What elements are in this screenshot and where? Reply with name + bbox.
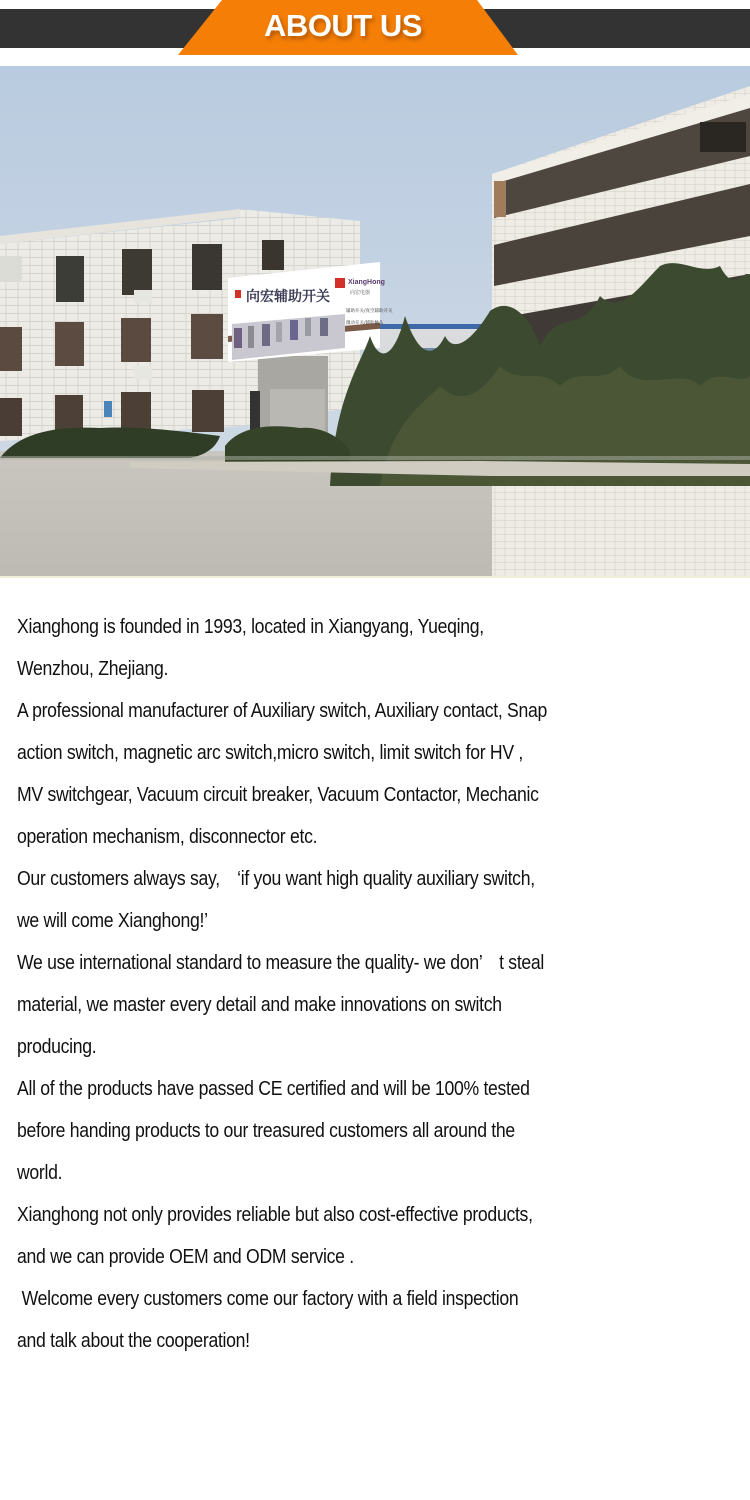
billboard-brand-cn: 向宏电器 (350, 290, 371, 296)
text-line: and talk about the cooperation! (17, 1329, 250, 1352)
text-line: Xianghong is founded in 1993, located in Xiangyang, Yueqing, (17, 615, 484, 638)
text-line: we will come Xianghong!’ (17, 909, 208, 932)
text-line: Our customers always say, ‘if you want high quality auxiliary switch, (17, 867, 535, 890)
text-line: Welcome every customers come our factory with a field inspection (17, 1287, 519, 1310)
text-line: We use international standard to measure the quality- we don’ t steal (17, 951, 545, 974)
text-line: world. (17, 1161, 63, 1184)
billboard-headline: 向宏辅助开关 (246, 289, 330, 305)
billboard-brand: XiangHong (348, 279, 385, 286)
text-line: A professional manufacturer of Auxiliary switch, Auxiliary contact, Snap (17, 699, 548, 722)
about-text (17, 606, 742, 1362)
section-title: ABOUT US (264, 8, 422, 43)
text-line: action switch, magnetic arc switch,micro switch, limit switch for HV , (17, 741, 524, 764)
text-line: Xianghong not only provides reliable but also cost-effective products, (17, 1203, 533, 1226)
text-line: and we can provide OEM and ODM service . (17, 1245, 354, 1268)
factory-photo (0, 66, 750, 578)
text-line: MV switchgear, Vacuum circuit breaker, Vacuum Contactor, Mechanic (17, 783, 539, 806)
billboard-line-2: 微动开关/辅助触头 (346, 321, 384, 326)
section-header (0, 0, 750, 60)
text-line: All of the products have passed CE certified and will be 100% tested (17, 1077, 530, 1100)
text-line: Wenzhou, Zhejiang. (17, 657, 169, 680)
text-line: material, we master every detail and make innovations on switch (17, 993, 502, 1016)
text-line: producing. (17, 1035, 97, 1058)
billboard-line-1: 辅助开关/真空辅助开关 (346, 309, 393, 314)
text-line: operation mechanism, disconnector etc. (17, 825, 318, 848)
text-line: before handing products to our treasured customers all around the (17, 1119, 515, 1142)
